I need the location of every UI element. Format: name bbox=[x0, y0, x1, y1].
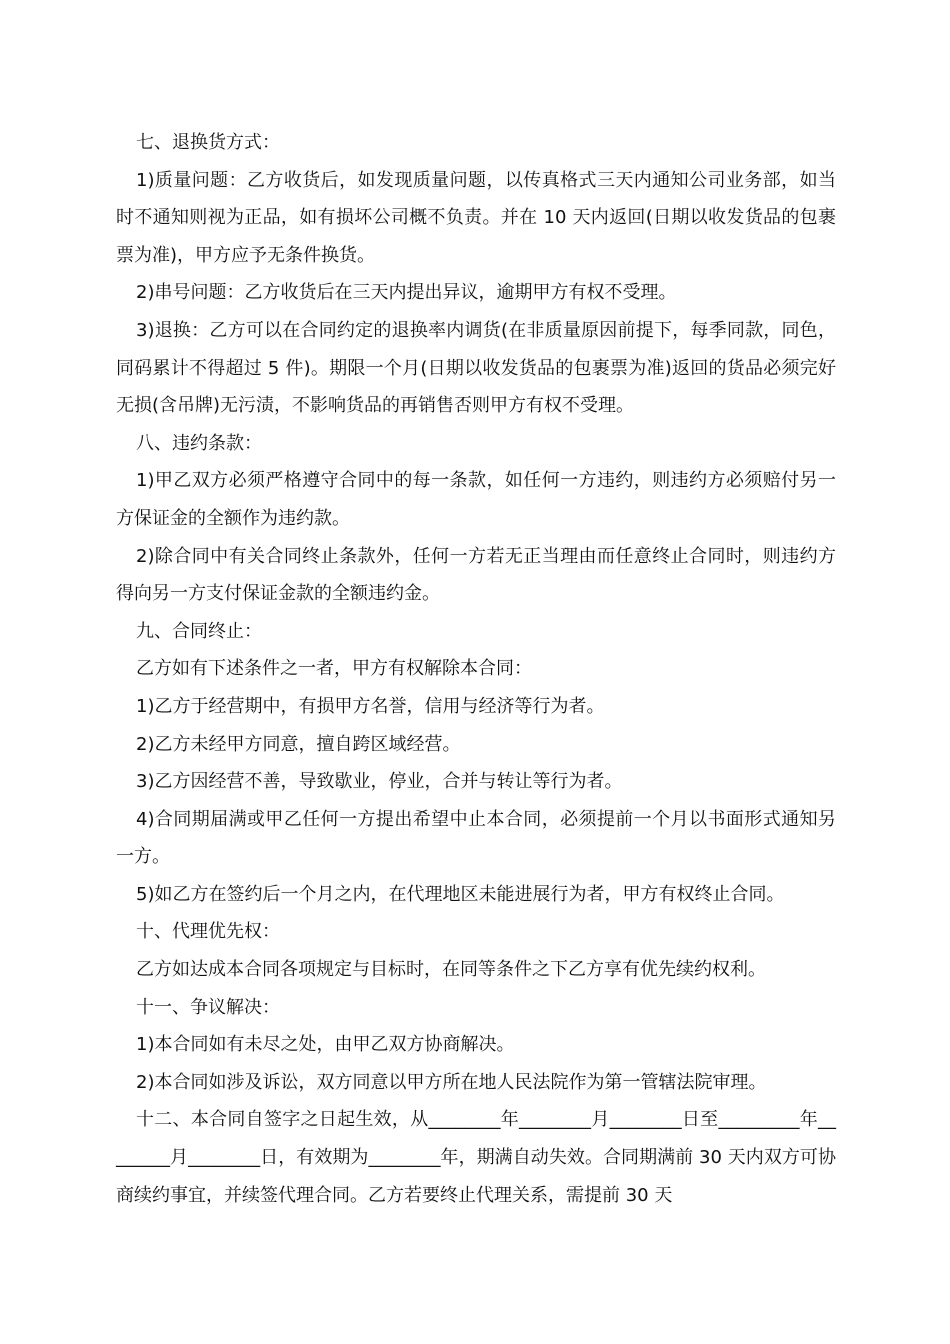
clause-9-5: 5)如乙方在签约后一个月之内，在代理地区未能进展行为者，甲方有权终止合同。 bbox=[136, 883, 785, 905]
clause-7-3-exchange: 3)退换：乙方可以在合同约定的退换率内调货(在非质量原因前提下，每季同款，同色，同码累计不得超过 5 件)。期限一个月(日期以收发货品的包裹票为准)返回的货品必须完好无损(含吊牌)无污渍，不影响货品的再销售否则甲方有权不受理。 bbox=[116, 319, 836, 417]
clause-9-1: 1)乙方于经营期中，有损甲方名誉，信用与经济等行为者。 bbox=[136, 695, 605, 717]
section-10-heading: 十、代理优先权： bbox=[136, 921, 280, 943]
clause-11-1: 1)本合同如有未尽之处，由甲乙双方协商解决。 bbox=[136, 1034, 515, 1056]
clause-9-4: 4)合同期届满或甲乙任何一方提出希望中止本合同，必须提前一个月以书面形式通知另一方。 bbox=[116, 808, 836, 868]
clause-8-2: 2)除合同中有关合同终止条款外，任何一方若无正当理由而任意终止合同时，则违约方得向另一方支付保证金款的全额违约金。 bbox=[116, 545, 836, 605]
section-7-heading: 七、退换货方式： bbox=[136, 132, 280, 153]
clause-11-2: 2)本合同如涉及诉讼，双方同意以甲方所在地人民法院作为第一管辖法院审理。 bbox=[136, 1071, 767, 1093]
clause-7-2-serial: 2)串号问题：乙方收货后在三天内提出异议，逾期甲方有权不受理。 bbox=[136, 282, 677, 304]
clause-9-2: 2)乙方未经甲方同意，擅自跨区域经营。 bbox=[136, 733, 461, 755]
clause-8-1: 1)甲乙双方必须严格遵守合同中的每一条款，如任何一方违约，则违约方必须赔付另一方保证金的全额作为违约款。 bbox=[116, 470, 836, 529]
section-9-heading: 九、合同终止： bbox=[136, 620, 262, 642]
section-8-heading: 八、违约条款： bbox=[136, 432, 262, 454]
section-11-heading: 十一、争议解决： bbox=[136, 996, 280, 1018]
clause-7-1-quality: 1)质量问题：乙方收货后，如发现质量问题，以传真格式三天内通知公司业务部，如当时不通知则视为正品，如有损坏公司概不负责。并在 10 天内返回(日期以收发货品的包裹票为准)，甲方应予无条件换货。 bbox=[116, 169, 836, 266]
clause-9-3: 3)乙方因经营不善，导致歇业，停业，合并与转让等行为者。 bbox=[136, 771, 623, 793]
contract-body bbox=[116, 124, 836, 1214]
clause-9-intro: 乙方如有下述条件之一者，甲方有权解除本合同： bbox=[136, 658, 532, 680]
clause-10-body: 乙方如达成本合同各项规定与目标时，在同等条件之下乙方享有优先续约权利。 bbox=[136, 959, 766, 981]
section-12-text: 十二、本合同自签字之日起生效，从________年________月________日至_________年________月________日，有效期为________年，期满自动失效。合同期满前 30 天内双方可协商续约事宜，并续签代理合同。乙方若要终止代理关系，需提前 30 天 bbox=[116, 1109, 836, 1206]
